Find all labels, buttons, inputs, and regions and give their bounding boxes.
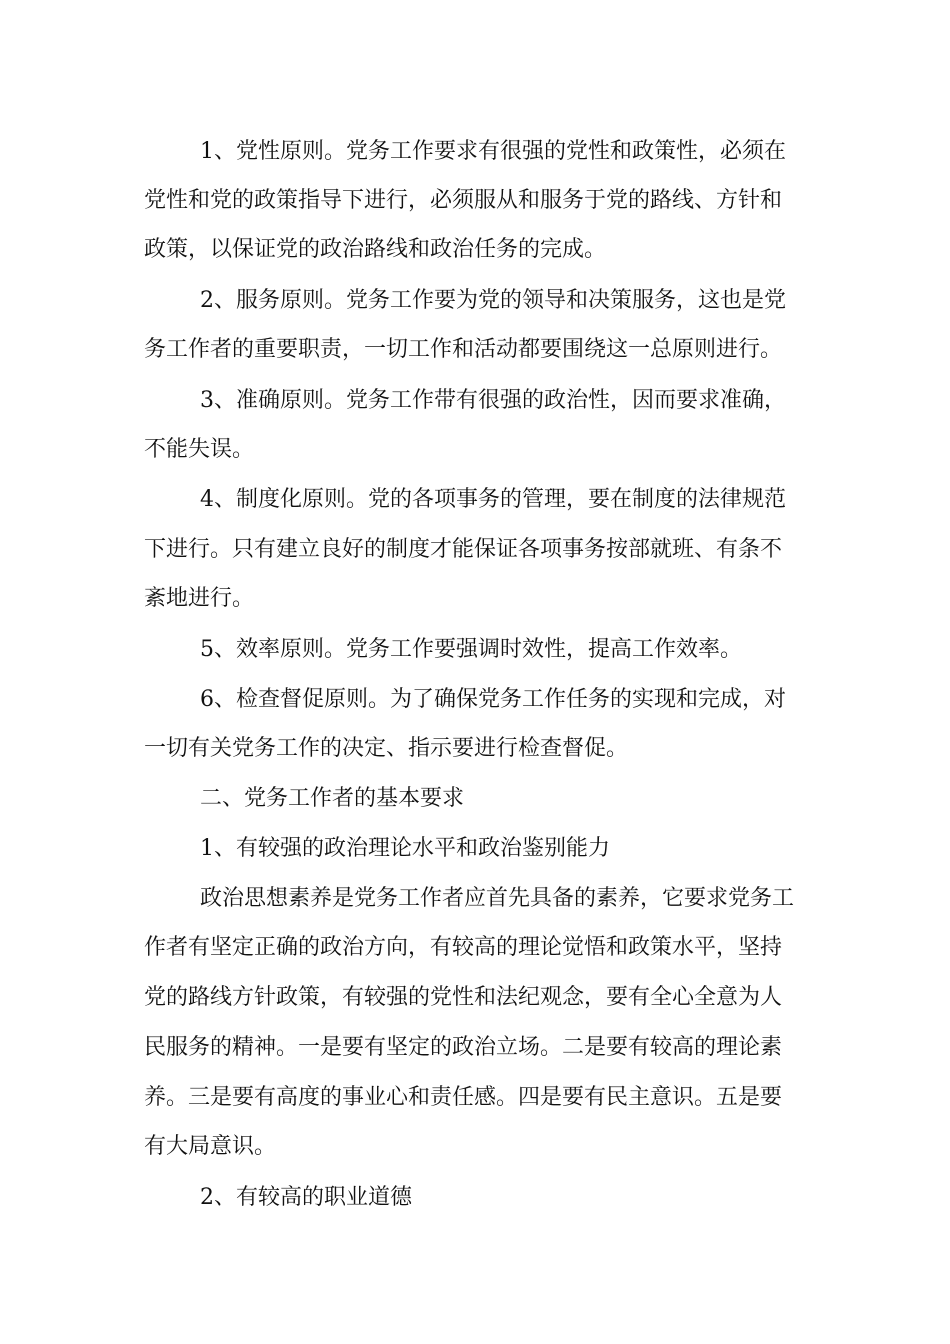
text-line: 3、准确原则。党务工作带有很强的政治性，因而要求准确， [200,388,786,413]
text-line: 不能失误。 [144,437,255,462]
text-line: 作者有坚定正确的政治方向，有较高的理论觉悟和政策水平，坚持 [144,935,783,960]
text-line: 政策，以保证党的政治路线和政治任务的完成。 [144,237,607,262]
text-line: 务工作者的重要职责，一切工作和活动都要围绕这一总原则进行。 [144,337,783,362]
text-line: 一切有关党务工作的决定、指示要进行检查督促。 [144,736,629,761]
text-line: 党性和党的政策指导下进行，必须服从和服务于党的路线、方针和 [144,188,783,213]
text-line: 养。三是要有高度的事业心和责任感。四是要有民主意识。五是要 [144,1085,783,1110]
text-line: 紊地进行。 [144,586,255,611]
text-line: 4、制度化原则。党的各项事务的管理，要在制度的法律规范 [200,487,786,512]
section-heading: 二、党务工作者的基本要求 [200,786,465,811]
text-line: 5、效率原则。党务工作要强调时效性，提高工作效率。 [200,637,742,662]
text-line: 政治思想素养是党务工作者应首先具备的素养，它要求党务工 [200,886,795,911]
text-line: 1、党性原则。党务工作要求有很强的党性和政策性，必须在 [200,139,786,164]
text-line: 民服务的精神。一是要有坚定的政治立场。二是要有较高的理论素 [144,1035,783,1060]
text-line: 6、检查督促原则。为了确保党务工作任务的实现和完成，对 [200,687,786,712]
text-line: 2、服务原则。党务工作要为党的领导和决策服务，这也是党 [200,288,786,313]
text-line: 有大局意识。 [144,1134,277,1159]
text-line: 下进行。只有建立良好的制度才能保证各项事务按部就班、有条不 [144,537,783,562]
subsection-heading: 2、有较高的职业道德 [200,1185,412,1210]
subsection-heading: 1、有较强的政治理论水平和政治鉴别能力 [200,836,610,861]
text-line: 党的路线方针政策，有较强的党性和法纪观念，要有全心全意为人 [144,985,783,1010]
